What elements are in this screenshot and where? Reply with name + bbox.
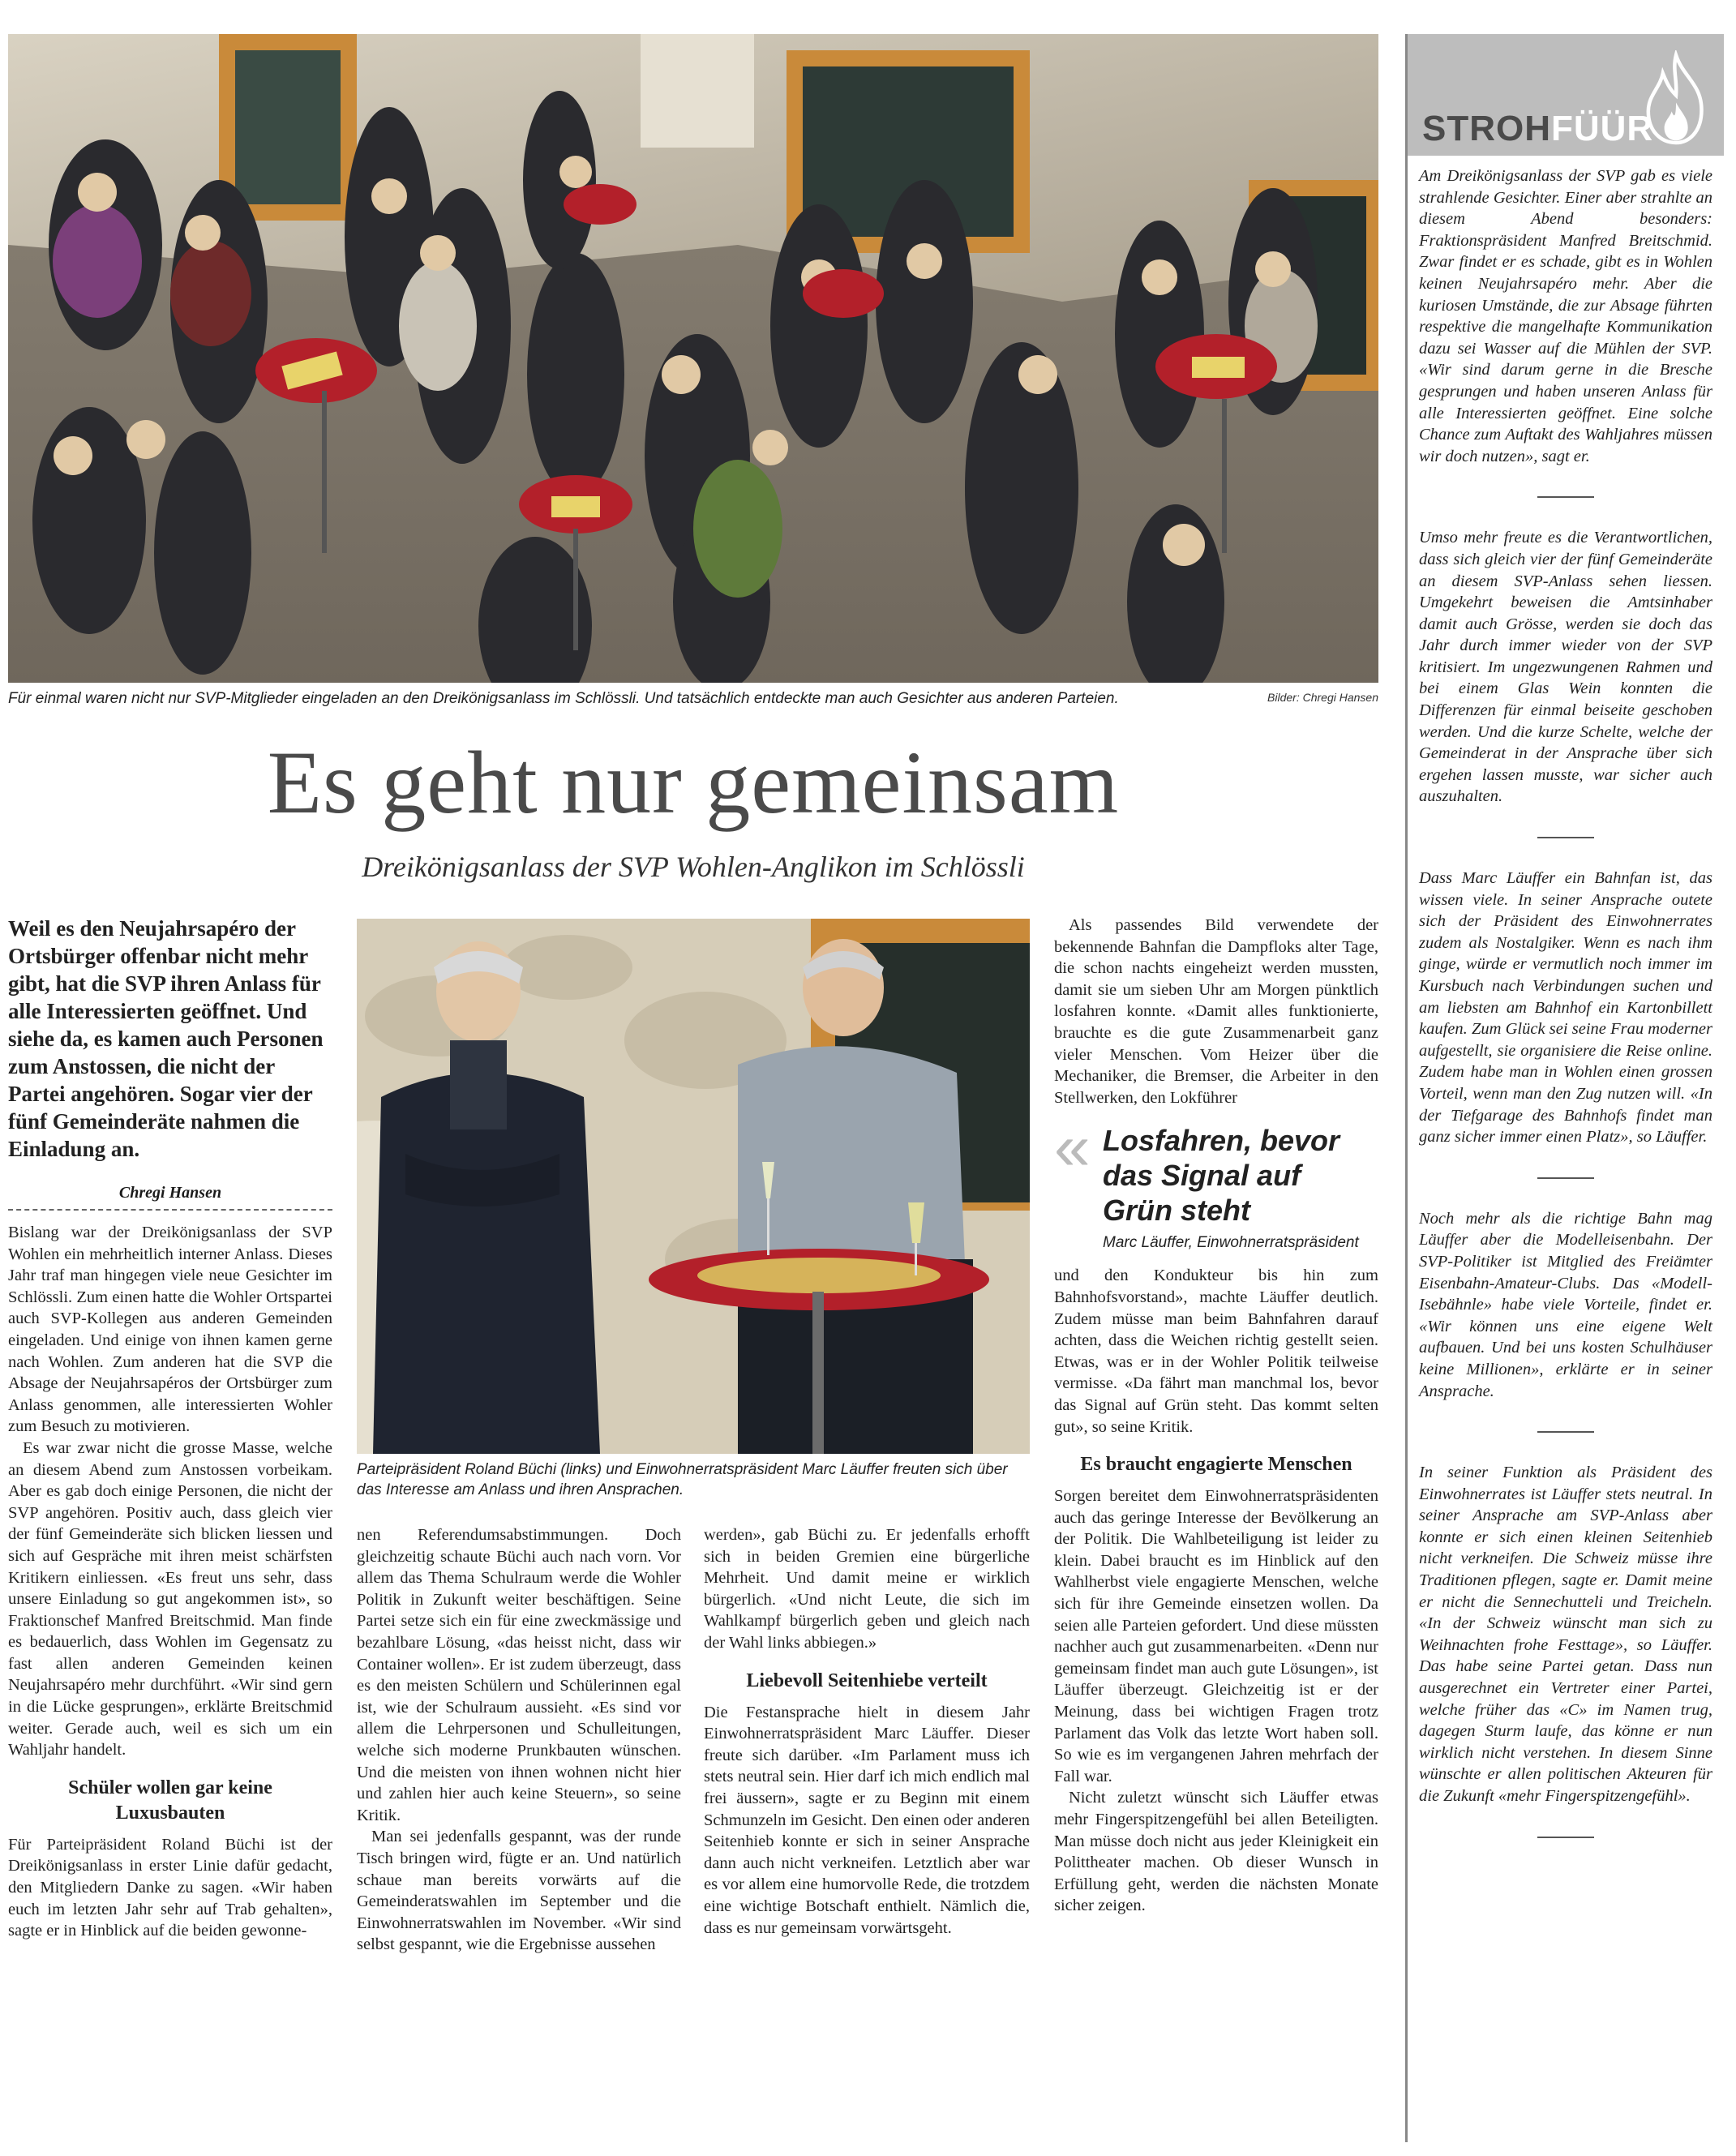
- sidebar-separator: [1537, 1837, 1594, 1838]
- sidebar-paragraph: Noch mehr als die richtige Bahn mag Läuffer aber die Modelleisenbahn. Der SVP-Politiker ist Mitglied des Freiämter Eisenbahn-Amateur-Clubs. Das «Modell-Isebähnle» habe viele Vorteile, findet er. «Wir können uns eine eigene Welt aufbauen. Und bei uns kosten Schulhäuser keine Millionen», erklärte er in seiner Ansprache.: [1419, 1209, 1712, 1400]
- pull-quote: [1054, 1111, 1378, 1252]
- sidebar-body: [1408, 156, 1724, 1838]
- photo-credit: Bilder: Chregi Hansen: [1267, 691, 1378, 704]
- paragraph: Die Festansprache hielt in diesem Jahr Einwohnerratspräsident Marc Läuffer. Dieser freute sich darüber. «Im Parlament muss ich stets neutral sein. Hier darf ich mich endlich mal frei äussern», sagte er zu Beginn mit einem Schmunzeln im Gesicht. Den einen oder anderen Seitenhieb konnte er sich in seiner Ansprache dann auch nicht verkneifen. Letztlich aber war es vor allem eine humorvolle Rede, die trotzdem eine wichtige Botschaft enthielt. Nämlich die, dass es nur gemeinsam vorwärtsgeht.: [704, 1703, 1030, 1937]
- article-subheadline: Dreikönigsanlass der SVP Wohlen-Anglikon im Schlössli: [362, 851, 1025, 883]
- sidebar-paragraph: Dass Marc Läuffer ein Bahnfan ist, das wissen viele. In seiner Ansprache outete sich der Präsident des Einwohnerrates zudem als Nostalgiker. Wenn es nach ihm ginge, würde er vermutlich noch immer im Kursbuch nach Verbindungen suchen und am liebsten am Bahnhof ein Kartonbillett kaufen. Zum Glück sei seine Frau moderner aufgestellt, sie organisiere die Reise online. Zudem habe man in Wohlen einen grossen Vorteil, wenn man den Zug nutzen will. «In der Tiefgarage des Bahnhofs findet man ganz sicher immer einen Platz», so Läuffer.: [1419, 869, 1712, 1147]
- column-1: [8, 915, 332, 1942]
- paragraph: Bislang war der Dreikönigsanlass der SVP Wohlen ein mehrheitlich interner Anlass. Dieses Jahr traf man hingegen viele neue Gesichter im Schlössli. Zum einen hatte die Wohler Ortspartei auch SVP-Kollegen aus anderen Gemeinden eingeladen. Und einige von ihnen kamen gerne nach Wohlen. Zum anderen hat die SVP die Absage der Neujahrsapéros der Ortsbürger zum Anlass genommen, alle interessierten Wohler zum Besuch zu motivieren.: [8, 1224, 332, 1436]
- column-4: [1054, 915, 1378, 1917]
- column-2: [357, 1524, 681, 1956]
- top-photo: [8, 34, 1378, 683]
- section-subtitle: Liebevoll Seitenhiebe verteilt: [746, 1670, 988, 1691]
- sidebar-title-part2: FÜÜR: [1551, 109, 1654, 148]
- sidebar-strohfueuer: [1405, 34, 1724, 2142]
- top-photo-caption: Für einmal waren nicht nur SVP-Mitglieder eingeladen an den Dreikönigsanlass im Schlössli. Und tatsächlich entdeckte man auch Gesichter aus anderen Parteien.: [8, 690, 1119, 707]
- flame-icon: [1640, 50, 1712, 148]
- sidebar-separator: [1537, 1177, 1594, 1179]
- paragraph: Sorgen bereitet dem Einwohnerratspräsidenten auch das geringe Interesse der Bevölkerung an der Politik. Die Wahlbeteiligung ist leider zu klein. Dabei braucht es im Hinblick auf den Wahlherbst viele engagierte Menschen, welche sich für ihre Gemeinde einsetzen wollen. Da seien alle Parteien gefordert. Und diese müssten nachher auch gut zusammenarbeiten. «Denn nur gemeinsam findet man auch gute Lösungen», ist Läuffer überzeugt. Gleichzeitig ist er der Meinung, dass bei wichtigen Fragen trotz Parlament das Volk das letzte Wort haben soll. So wie es im vergangenen Jahren mehrfach der Fall war.: [1054, 1487, 1378, 1785]
- quote-mark-icon: «: [1054, 1111, 1091, 1184]
- quote-attribution: Marc Läuffer, Einwohnerratspräsident: [1103, 1234, 1359, 1252]
- speakers-image: [357, 919, 1030, 1454]
- column-3: [704, 1524, 1030, 1939]
- article-author: Chregi Hansen: [118, 1184, 222, 1202]
- article-lead: Weil es den Neujahrsapéro der Ortsbürger offenbar nicht mehr gibt, hat die SVP ihren Anlass für alle Interessierten geöffnet. Und siehe da, es kamen auch Personen zum Anstossen, die nicht der Partei angehören. Sogar vier der fünf Gemeinderäte nahmen die Einladung an.: [8, 916, 324, 1161]
- paragraph: Nicht zuletzt wünscht sich Läuffer etwas mehr Fingerspitzengefühl bei allen Beteiligten. Man müsse doch nicht aus jeder Kleinigkeit ein Polittheater machen. Ob dieser Wunsch in Erfüllung geht, werden die nächsten Monate sicher zeigen.: [1054, 1789, 1378, 1915]
- paragraph: Als passendes Bild verwendete der bekennende Bahnfan die Dampfloks alter Tage, die schon nachts eingeheizt werden mussten, damit sie um sieben Uhr am Morgen pünktlich losfahren konnte. «Damit alles funktionierte, brauchte es die gute Zusammenarbeit ganz vieler Menschen. Vom Heizer über die Mechaniker, die Bremser, die Arbeiter in den Stellwerken, den Lokführer: [1054, 916, 1378, 1107]
- paragraph: Es war zwar nicht die grosse Masse, welche an diesem Abend zum Anstossen vorbeikam. Aber es gab doch einige Personen, die nicht der SVP angehören. Positiv auch, dass gleich vier der fünf Gemeinderäte sich blicken liessen und sich auf Gespräche mit ihren meist schärfsten Kritikern einliessen. «Es freut uns sehr, dass unsere Einladung so gut angekommen ist», so Fraktionschef Manfred Breitschmid. Man finde es bedauerlich, dass Wohlen im Gegensatz zu fast allen anderen Gemeinden keinen Neujahrsapéro mehr durchführt. «Wir sind gern in die Lücke gesprungen», erklärte Breitschmid weiter. Gerade auch, weil es sich um ein Wahljahr handelt.: [8, 1438, 332, 1760]
- sidebar-paragraph: Umso mehr freute es die Verantwortlichen, dass sich gleich vier der fünf Gemeinderäte an diesem SVP-Anlass sehen liessen. Umgekehrt beweisen die Amtsinhaber damit auch Grösse, werden sie doch das Jahr durch immer wieder von der SVP kritisiert. Im ungezwungenen Rahmen und bei einem Glas Wein konnten die Differenzen für einmal beiseite geschoben werden. Und die kurze Schelte, welche der Gemeinderat in der Ansprache über sich ergehen lassen musste, war sicher auch auszuhalten.: [1419, 529, 1712, 806]
- paragraph: und den Kondukteur bis hin zum Bahnhofsvorstand», machte Läuffer deutlich. Zudem müsse man beim Bahnfahren darauf achten, dass die Weichen richtig gestellt seien. Etwas, was er in der Wohler Politik teilweise vermisse. «Da fährt man manchmal los, bevor das Signal auf Grün steht. Das kommt selten gut», so seine Kritik.: [1054, 1267, 1378, 1436]
- sidebar-title: [1422, 109, 1653, 149]
- sidebar-separator: [1537, 496, 1594, 498]
- middle-photo: [357, 919, 1030, 1454]
- paragraph: nen Referendumsabstimmungen. Doch gleichzeitig schaute Büchi auch nach vorn. Vor allem das Thema Schulraum werde die Wohler Politik in Zukunft weiter beschäftigen. Seine Partei setze sich ein für eine zweckmässige und bezahlbare Lösung, «das heisst nicht, dass wir Container wollen». Er ist zudem überzeugt, dass es den meisten Schülern und Schülerinnen egal ist, wie der Schulraum aussieht. «Es sind vor allem die Lehrpersonen und Schulleitungen, welche sich moderne Prunkbauten wünschen. Und die meisten von ihnen wohnen nicht hier und zahlen hier auch keine Steuern», so seine Kritik.: [357, 1526, 681, 1824]
- column-4-top: [1054, 915, 1378, 1108]
- column-4-bottom: [1054, 1265, 1378, 1917]
- article-headline: Es geht nur gemeinsam: [267, 733, 1120, 832]
- section-subtitle: Schüler wollen gar keine Luxusbauten: [68, 1777, 272, 1824]
- sidebar-separator: [1537, 837, 1594, 838]
- section-subtitle: Es braucht engagierte Menschen: [1080, 1454, 1352, 1476]
- sidebar-paragraph: In seiner Funktion als Präsident des Einwohnerrates ist Läuffer stets neutral. In seiner Ansprache am SVP-Anlass aber konnte er sich einen kleinen Seitenhieb nicht verkneifen. Die Schweiz müsse ihre Traditionen pflegen, sagte er. Damit meine er nicht die Sennechutteli und Treicheln. «In der Schweiz wünscht man sich zu Weihnachten frohe Festtage», so Läuffer. Das habe seine Partei getan. Dass nun ausgerechnet ein Vertreter einer Partei, welche früher das «C» im Namen trug, dagegen Sturm laufe, das könne er nun wirklich nicht verstehen. In diesem Sinne wünschte er allen politischen Akteuren für die Zukunft «mehr Fingerspitzengefühl».: [1419, 1464, 1712, 1805]
- quote-text: Losfahren, bevor das Signal auf Grün steht: [1103, 1124, 1340, 1228]
- party-crowd-image: [8, 34, 1378, 683]
- author-divider: [8, 1209, 332, 1211]
- column-1-body: [8, 1222, 332, 1942]
- sidebar-paragraph: Am Dreikönigsanlass der SVP gab es viele strahlende Gesichter. Einer aber strahlte an diesem Abend besonders: Fraktionspräsident Manfred Breitschmid. Zwar findet er es schade, gibt es in Wohlen keinen Neujahrsapéro mehr. Aber die kuriosen Umstände, die zur Absage führten respektive die mangelhafte Kommunikation dazu sei Wasser auf die Mühlen der SVP. «Wir sind darum gerne in die Bresche gesprungen und haben unseren Anlass für alle Interessierten geöffnet. Eine solche Chance zum Auftakt des Wahljahres müssen wir doch nutzen», sagt er.: [1419, 167, 1712, 465]
- sidebar-title-part1: STROH: [1422, 109, 1551, 148]
- paragraph: werden», gab Büchi zu. Er jedenfalls erhofft sich in beiden Gremien eine bürgerliche Mehrheit. Und damit meine er wirklich bürgerlich. «Und nicht Leute, die sich im Wahlkampf bürgerlich geben und gleich nach der Wahl links abbiegen.»: [704, 1526, 1030, 1652]
- sidebar-separator: [1537, 1431, 1594, 1433]
- paragraph: Für Parteipräsident Roland Büchi ist der Dreikönigsanlass in erster Linie dafür gedacht, den Mitgliedern Danke zu sagen. «Wir haben euch im letzten Jahr sehr auf Trab gehalten», sagte er in Hinblick auf die beiden gewonne-: [8, 1835, 332, 1940]
- paragraph: Man sei jedenfalls gespannt, was der runde Tisch bringen wird, fügte er an. Und natürlich schaue man bereits vorwärts auf die Gemeinderatswahlen im September und die Einwohnerratswahlen im November. «Wir sind selbst gespannt, wie die Ergebnisse aussehen: [357, 1828, 681, 1954]
- middle-photo-caption: Parteipräsident Roland Büchi (links) und Einwohnerratspräsident Marc Läuffer freuten sich über das Interesse am Anlass und ihren Ansprachen.: [357, 1461, 1008, 1498]
- sidebar-header: [1408, 34, 1724, 156]
